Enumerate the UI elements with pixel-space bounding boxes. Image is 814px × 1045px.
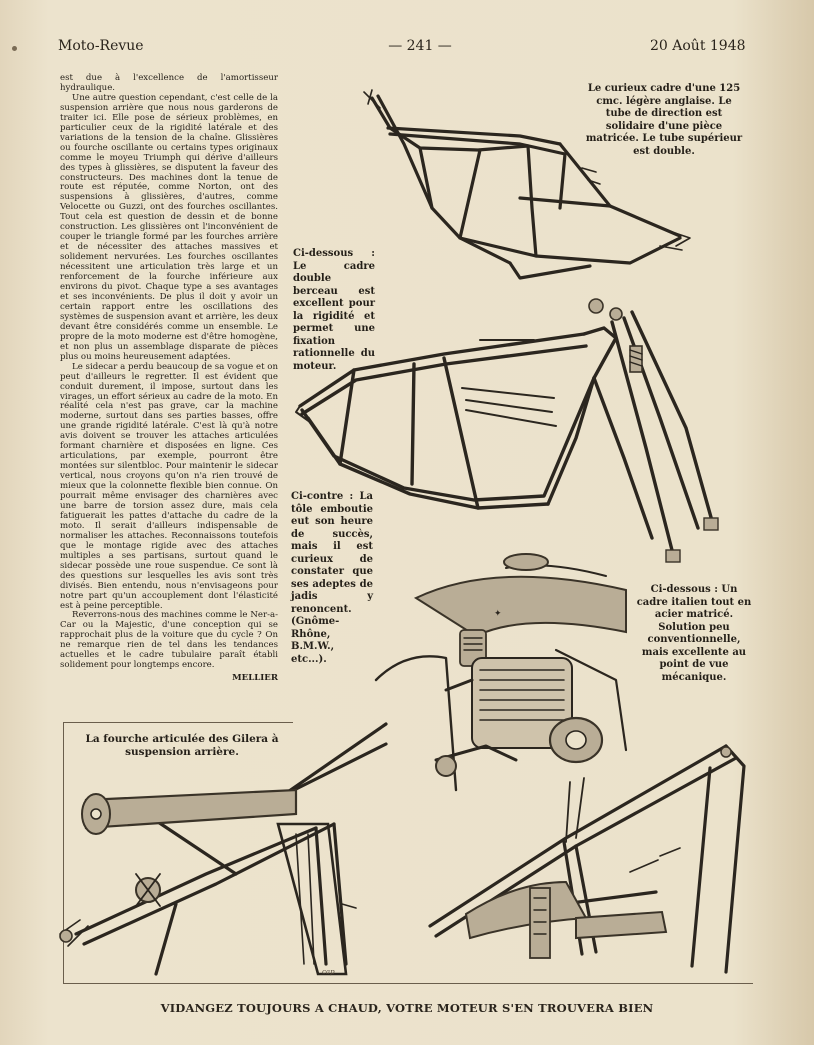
article-paragraph: est due à l'excellence de l'amortisseur hydraulique. (60, 73, 278, 93)
illustration-border (63, 983, 753, 984)
illustration-border (63, 722, 293, 723)
italian-frame-illustration (426, 742, 756, 980)
gilera-fork-illustration (56, 724, 392, 980)
publication-name: Moto-Revue (58, 38, 144, 54)
caption-english-frame: Le curieux cadre d'une 125 cmc. légère anglaise. Le tube de direction est solidaire d'une pièce matricée. Le tube supérieur est double. (585, 83, 743, 157)
page-number: — 241 — (388, 38, 452, 54)
article-paragraph: Le sidecar a perdu beaucoup de sa vogue et on peut d'ailleurs le regretter. Il est évident que conduit durement, il impose, surtout dans les virages, un effort sérieux au cadre de la moto. En réalité cela n'est pas grave, car la machine moderne, surtout dans ses parties basses, offre une grande rigidité latérale. C'est là qu'à notre avis doivent se trouver les attaches articulées formant charnière et disposées en ligne. Ces articulations, par exemple, pourront être montées sur silentbloc. Pour maintenir le sidecar vertical, nous croyons qu'on n'a rien trouvé de mieux que la colonnette flexible bien connue. On pourrait même envisager des charnières avec une barre de torsion assez dure, mais cela fatiguerait les pattes d'attache du cadre de la moto. Il serait d'ailleurs indispensable de normaliser les attaches. Reconnaissons toutefois que le montage rigide avec des attaches multiples a ses partisans, surtout quand le sidecar possède une roue suspendue. Ce sont là des questions sur lesquelles les avis sont très divisés. Bien entendu, nous n'envisageons pour notre part qu'un accouplement dont l'élasticité est à peine perceptible. (60, 361, 278, 611)
tank-badge-icon: ✦ (494, 609, 502, 619)
caption-italian-frame: Ci-dessous : Un cadre italien tout en acier matricé. Solution peu conventionnelle, mais excellente au point de vue mécanique. (636, 584, 752, 683)
issue-date: 20 Août 1948 (650, 38, 746, 54)
footer-slogan: VIDANGEZ TOUJOURS A CHAUD, VOTRE MOTEUR S'EN TROUVERA BIEN (160, 1001, 654, 1015)
caption-gilera-fork: La fourche articulée des Gilera à suspension arrière. (85, 733, 279, 758)
article-author: MELLIER (232, 673, 278, 684)
caption-pressed-steel: Ci-contre : La tôle emboutie eut son heure de succès, mais il est curieux de constater que ses adeptes de jadis y renoncent. (Gnôme-Rhône, B.M.W., etc...). (291, 491, 373, 665)
article-column (60, 74, 278, 684)
page-header (0, 38, 814, 58)
caption-double-cradle: Ci-dessous : Le cadre double berceau est excellent pour la rigidité et permet une fixation rationnelle du moteur. (293, 248, 375, 372)
illustrator-credit: cap (322, 968, 335, 976)
article-paragraph: Reverrons-nous des machines comme le Ner-a-Car ou la Majestic, d'une conception qui se rapprochait plus de la voiture que du cycle ? On ne remarque rien de tel dans les tendances actuelles et le cadre tubulaire paraît établi solidement pour longtemps encore. (60, 610, 278, 671)
article-paragraph: Une autre question cependant, c'est celle de la suspension arrière que nous nous garderons de traiter ici. Elle pose de sérieux problèmes, en particulier ceux de la rigidité latérale et des variations de la tension de la chaîne. Glissières ou fourche oscillante ou certains types originaux comme le moyeu Triumph qui dérive d'ailleurs des types à glissières, se disputent la faveur des constructeurs. Des machines dont la tenue de route est réputée, comme Norton, ont des suspensions à glissières, d'autres, comme Velocette ou Guzzi, ont des fourches oscillantes. Tout cela est question de dessin et de bonne construction. Les glissières ont l'inconvénient de couper le triangle formé par les fourches arrière et de nécessiter des attaches massives et solidement nervurées. Les fourches oscillantes nécessitent une articulation très large et un renforcement de la fourche inférieure aux environs du pivot. Chaque type a ses avantages et ses inconvénients. De plus il doit y avoir un certain rapport entre les oscillations des systèmes de suspension avant et arrière, les deux devant être considérés comme un ensemble. Le propre de la moto moderne est d'être homogène, et non plus un assemblage disparate de pièces plus ou moins heureusement adaptées. (60, 92, 278, 362)
